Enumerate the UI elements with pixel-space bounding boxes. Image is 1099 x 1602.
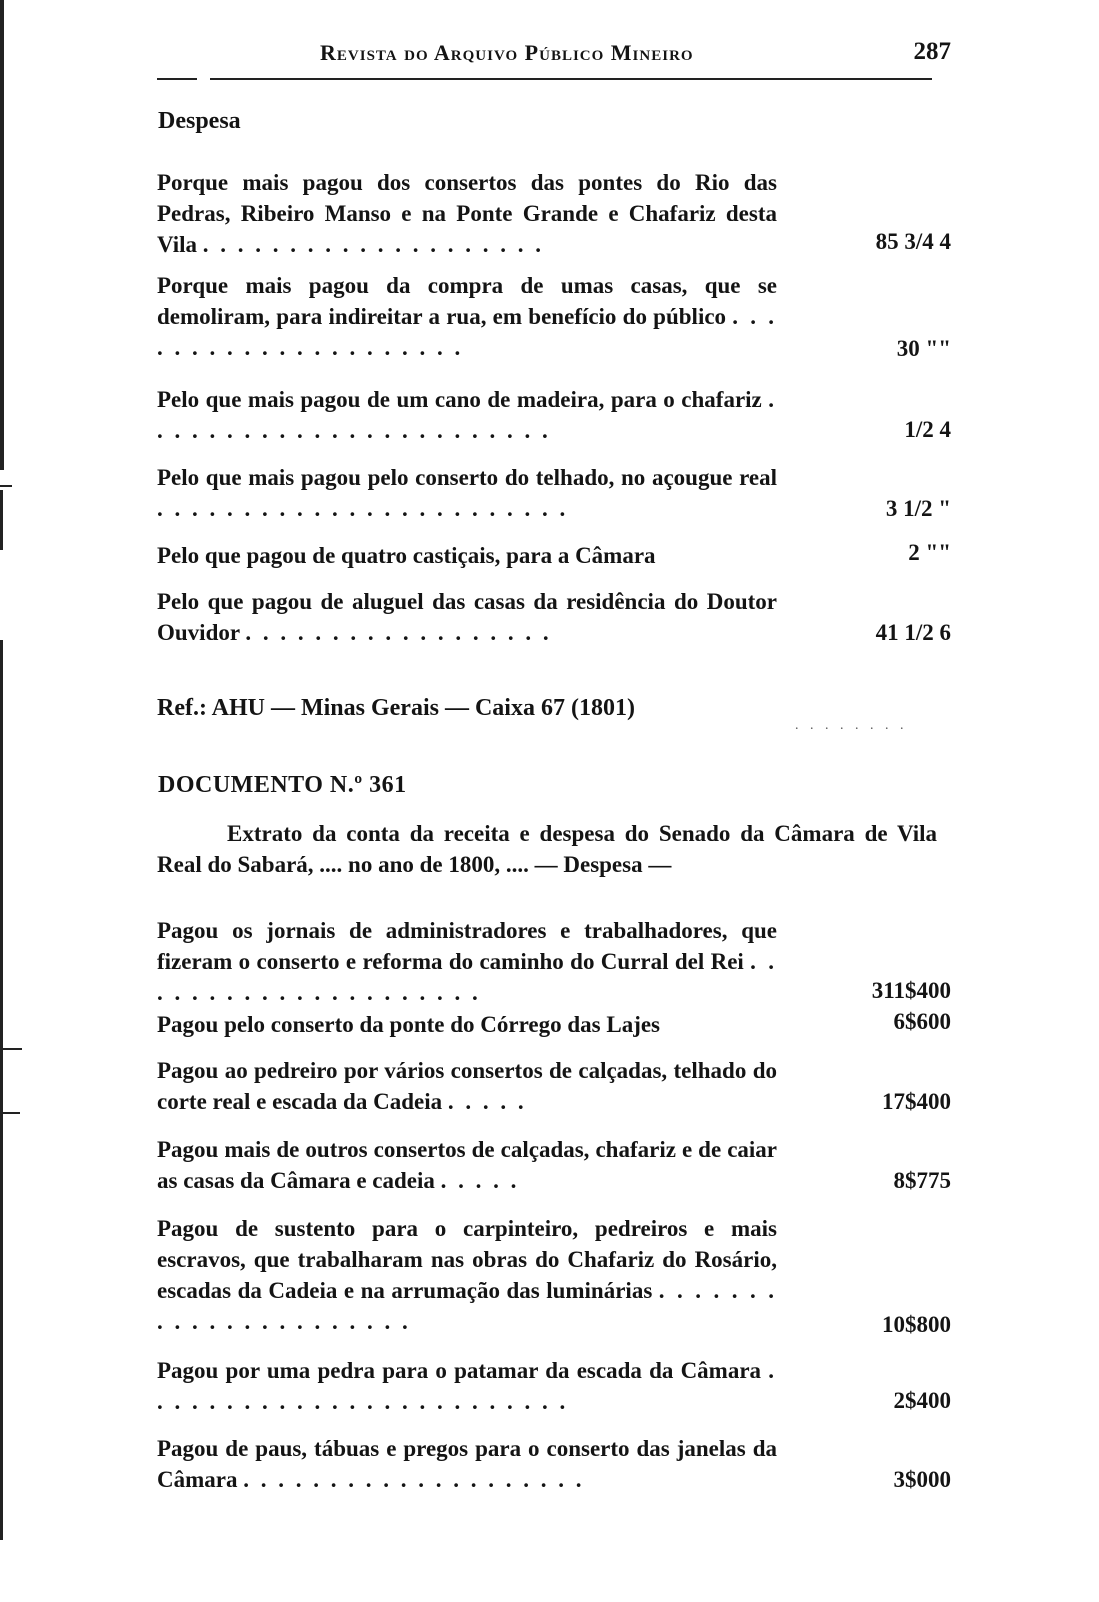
reference-note: Ref.: AHU — Minas Gerais — Caixa 67 (1801): [157, 695, 635, 721]
expense-amount: 30 "": [896, 336, 951, 361]
header-rule: [157, 78, 197, 80]
expense-item: [157, 1433, 777, 1495]
dot-leader: . . . . .: [447, 1089, 527, 1114]
dot-leader: . . . . . . . . . . . . . . . . . . . . .: [157, 949, 778, 1005]
expense-item: [157, 1134, 777, 1196]
separator-dots: . . . . . . . .: [795, 718, 908, 733]
expense-amount: 1/2 4: [904, 417, 951, 442]
document-summary: Extrato da conta da receita e despesa do Senado da Câmara de Vila Real do Sabará, .... no ano de 1800, .... — Despesa —: [157, 821, 937, 877]
expense-text: Pagou os jornais de administradores e trabalhadores, que fizeram o conserto e reforma do caminho do Curral del Rei: [157, 918, 777, 974]
scan-edge-mark: [0, 485, 12, 487]
expense-item: [157, 540, 777, 571]
dot-leader: . . . . .: [440, 1168, 520, 1193]
expense-amount: 41 1/2 6: [875, 620, 951, 645]
dot-leader: . . . . . . . . . . . . . . . . . .: [245, 620, 552, 645]
expense-item: [157, 1009, 777, 1040]
expense-text: Pagou por uma pedra para o patamar da escada da Câmara: [157, 1358, 762, 1383]
expense-text: Pagou de paus, tábuas e pregos para o conserto das janelas da Câmara: [157, 1436, 777, 1492]
document-title: DOCUMENTO N.º 361: [158, 772, 407, 798]
expense-text: Porque mais pagou da compra de umas casas, que se demoliram, para indireitar a rua, em benefício do público: [157, 273, 777, 329]
expense-text: Pagou mais de outros consertos de calçadas, chafariz e de caiar as casas da Câmara e cadeia: [157, 1137, 777, 1193]
expense-amount: 2$400: [893, 1388, 951, 1413]
expense-text: Pagou ao pedreiro por vários consertos de calçadas, telhado do corte real e escada da Cadeia: [157, 1058, 777, 1114]
expense-text: Pagou de sustento para o carpinteiro, pedreiros e mais escravos, que trabalharam nas obras do Chafariz do Rosário, escadas da Cadeia e na arrumação das luminárias: [157, 1216, 777, 1303]
expense-amount: 6$600: [893, 1009, 951, 1034]
expense-amount: 10$800: [882, 1312, 951, 1337]
dot-leader: . . . . . . . . . . . . . . . . . . . . .: [157, 304, 778, 360]
expense-item: [157, 384, 777, 446]
expense-amount: 311$400: [871, 978, 951, 1003]
dot-leader: . . . . . . . . . . . . . . . . . . . . . .: [157, 1278, 778, 1334]
expense-item: [157, 270, 777, 363]
header-rule: [210, 78, 932, 80]
dot-leader: . . . . . . . . . . . . . . . . . . . .: [243, 1467, 585, 1492]
scan-edge-mark: [0, 1112, 20, 1114]
dot-leader: . . . . . . . . . . . . . . . . . . . . . . . .: [157, 387, 777, 443]
expense-amount: 8$775: [893, 1168, 951, 1193]
dot-leader: . . . . . . . . . . . . . . . . . . . . . . . . .: [157, 1358, 778, 1414]
scan-edge-line: [0, 0, 4, 470]
running-head: Revista do Arquivo Público Mineiro: [320, 40, 694, 65]
dot-leader: . . . . . . . . . . . . . . . . . . . . . . . .: [157, 496, 569, 521]
expense-item: [157, 167, 777, 260]
scan-edge-line: [0, 490, 3, 550]
expense-item: [157, 1213, 777, 1337]
page-number: 287: [913, 38, 951, 65]
expense-item: [157, 586, 777, 648]
expense-text: Pelo que mais pagou de um cano de madeira, para o chafariz: [157, 387, 762, 412]
section-title: Despesa: [158, 108, 241, 134]
expense-text: Pelo que pagou de aluguel das casas da residência do Doutor Ouvidor: [157, 589, 777, 645]
expense-item: [157, 1055, 777, 1117]
expense-amount: 2 "": [908, 540, 951, 565]
expense-amount: 85 3/4 4: [875, 229, 951, 254]
expense-amount: 3$000: [893, 1467, 951, 1492]
scan-edge-mark: [0, 1048, 22, 1050]
expense-item: [157, 1355, 777, 1417]
expense-text: Pelo que pagou de quatro castiçais, para a Câmara: [157, 543, 656, 568]
expense-item: [157, 462, 777, 524]
dot-leader: . . . . . . . . . . . . . . . . . . . .: [202, 232, 545, 257]
scan-edge-line: [0, 640, 3, 1540]
expense-amount: 3 1/2 ": [885, 496, 951, 521]
expense-amount: 17$400: [882, 1089, 951, 1114]
expense-text: Porque mais pagou dos consertos das pontes do Rio das Pedras, Ribeiro Manso e na Ponte Grande e Chafariz desta Vila: [157, 170, 777, 257]
expense-item: [157, 915, 777, 1008]
expense-text: Pagou pelo conserto da ponte do Córrego das Lajes: [157, 1012, 661, 1037]
expense-text: Pelo que mais pagou pelo conserto do telhado, no açougue real: [157, 465, 777, 490]
